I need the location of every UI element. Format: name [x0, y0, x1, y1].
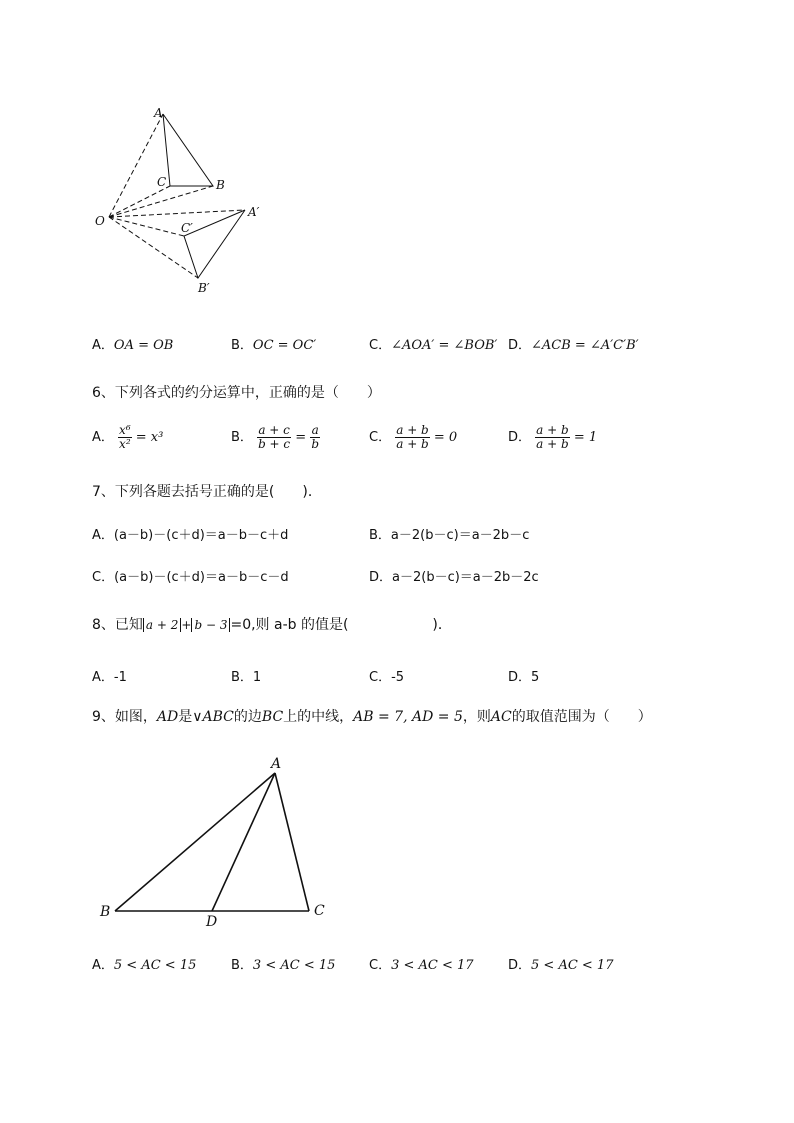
label-d: D [206, 914, 218, 930]
median-ad [212, 773, 275, 911]
option-text: 3 < AC < 17 [391, 958, 474, 973]
option-letter: D． [508, 958, 532, 973]
option-letter: B． [231, 430, 253, 445]
q8-stem [92, 614, 452, 634]
option-letter: D． [508, 338, 532, 353]
denominator: x² [119, 437, 131, 451]
stem-text: =0,则 a-b 的值是( )． [230, 617, 452, 633]
absolute-value: a + 2 [143, 618, 181, 632]
option-letter: C． [369, 338, 392, 353]
label-c-prime: C′ [181, 221, 193, 235]
denominator: a + b [536, 437, 569, 451]
fraction [118, 424, 132, 451]
q6-option-a[interactable] [92, 424, 163, 451]
q7-option-c[interactable]: C．(a－b)－(c＋d)＝a－b－c－d [92, 570, 289, 585]
triangle-abc [163, 114, 213, 186]
denominator: a + b [396, 437, 429, 451]
option-letter: A． [92, 430, 114, 445]
option-letter: C． [369, 958, 392, 973]
q5-option-d[interactable] [508, 334, 639, 353]
stem-text: ，则 [462, 709, 491, 725]
dashed-line-oa2 [109, 210, 245, 217]
q5-option-b[interactable] [231, 334, 316, 353]
label-a: A [154, 106, 163, 120]
numerator: a [311, 423, 319, 437]
math-condition: AB = 7, AD = 5 [353, 709, 463, 725]
q9-option-a[interactable] [92, 954, 196, 973]
math-triangle: ∨ABC [192, 709, 234, 725]
side-ab [115, 773, 275, 911]
fraction [535, 424, 570, 451]
q5-option-a[interactable] [92, 334, 173, 353]
stem-text: 的边 [233, 709, 262, 725]
equals-sign: = [295, 430, 307, 445]
label-a: A [271, 756, 282, 772]
label-b-prime: B′ [198, 281, 210, 295]
q8-option-a[interactable]: A．-1 [92, 670, 127, 685]
numerator: a + b [536, 423, 569, 437]
q6-option-c[interactable] [369, 424, 457, 451]
option-letter: A． [92, 338, 114, 353]
q6-stem: 6、下列各式的约分运算中，正确的是（ ） [92, 385, 381, 401]
q7-option-a[interactable]: A．(a－b)－(c＋d)＝a－b－c＋d [92, 528, 289, 543]
math-segment: AD [156, 709, 179, 725]
dashed-line-oa [109, 114, 163, 217]
label-o: O [95, 214, 105, 228]
q9-stem [92, 706, 652, 726]
q7-option-d[interactable]: D．a－2(b－c)＝a－2b－2c [369, 570, 539, 585]
q6-option-b[interactable] [231, 424, 320, 451]
option-text: OA = OB [113, 338, 174, 353]
label-b: B [100, 904, 111, 920]
plus-sign: + [181, 618, 192, 632]
label-a-prime: A′ [248, 205, 260, 219]
math-segment: AC [490, 709, 512, 725]
fraction [395, 424, 430, 451]
option-text: ∠ACB = ∠A′C′B′ [531, 338, 639, 353]
denominator: b [311, 437, 320, 451]
stem-text: 是 [178, 709, 193, 725]
stem-text: 8、已知 [92, 617, 143, 633]
fraction [310, 424, 320, 451]
option-text: 5 < AC < 15 [113, 958, 197, 973]
option-text: 3 < AC < 15 [252, 958, 336, 973]
rhs: = x³ [135, 430, 164, 445]
option-letter: A． [92, 958, 114, 973]
label-c: C [157, 175, 167, 189]
rhs: = 1 [573, 430, 598, 445]
stem-text: 9、如图， [92, 709, 157, 725]
option-letter: B． [231, 958, 253, 973]
stem-text: 的取值范围为（ ） [511, 709, 652, 725]
numerator: a + c [258, 423, 290, 437]
dashed-line-oc2 [109, 217, 184, 236]
math-segment: BC [261, 709, 284, 725]
side-ac [275, 773, 309, 911]
numerator: a + b [396, 423, 429, 437]
rhs: = 0 [433, 430, 458, 445]
q9-option-b[interactable] [231, 954, 335, 973]
q8-option-b[interactable]: B．1 [231, 670, 262, 685]
numerator: x⁶ [119, 423, 131, 437]
denominator: b + c [258, 437, 291, 451]
q9-option-d[interactable] [508, 954, 613, 973]
rotation-figure [85, 100, 275, 300]
triangle-a2b2c2 [184, 210, 245, 278]
q7-stem: 7、下列各题去括号正确的是( )． [92, 484, 322, 500]
label-b: B [216, 178, 225, 192]
absolute-value: b − 3 [191, 618, 230, 632]
q5-option-c[interactable] [369, 334, 497, 353]
q8-option-c[interactable]: C．-5 [369, 670, 405, 685]
option-text: ∠AOA′ = ∠BOB′ [391, 338, 498, 353]
dashed-line-oc [109, 186, 170, 217]
q7-option-b[interactable]: B．a－2(b－c)＝a－2b－c [369, 528, 530, 543]
q8-option-d[interactable]: D．5 [508, 670, 540, 685]
option-text: 5 < AC < 17 [531, 958, 614, 973]
triangle-figure [95, 752, 340, 932]
option-text: OC = OC′ [252, 338, 317, 353]
option-letter: D． [508, 430, 532, 445]
q9-option-c[interactable] [369, 954, 474, 973]
option-letter: C． [369, 430, 392, 445]
q6-option-d[interactable] [508, 424, 597, 451]
option-letter: B． [231, 338, 253, 353]
label-c: C [314, 903, 325, 919]
stem-text: 上的中线， [283, 709, 354, 725]
fraction [257, 424, 291, 451]
